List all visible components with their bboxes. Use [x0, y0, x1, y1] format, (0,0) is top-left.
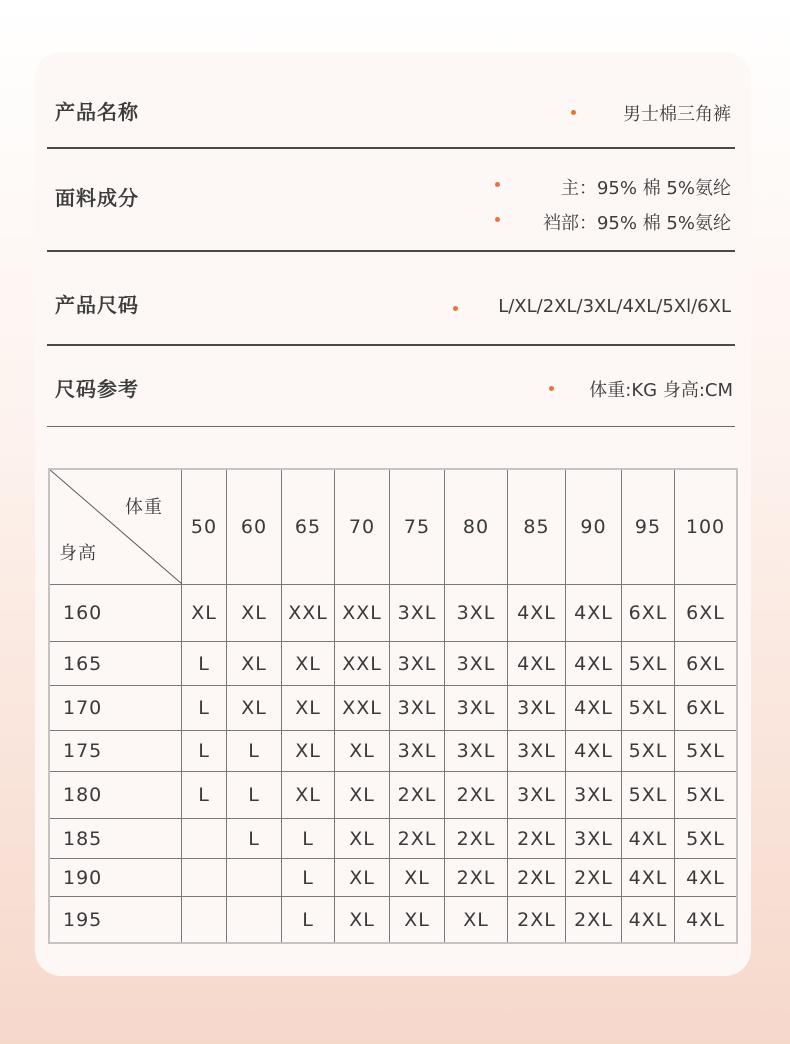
size-cell: 4XL: [675, 859, 737, 897]
size-cell: 6XL: [675, 585, 737, 642]
size-cell: 3XL: [390, 731, 445, 772]
product-name-value: 男士棉三角裤: [623, 104, 731, 125]
size-cell: 4XL: [622, 897, 675, 943]
weight-header: 75: [390, 469, 445, 585]
fabric-label: 面料成分: [55, 186, 139, 210]
size-cell: 4XL: [508, 585, 566, 642]
size-cell: 4XL: [622, 819, 675, 859]
size-cell: 4XL: [566, 585, 622, 642]
size-cell: L: [227, 731, 282, 772]
size-cell: 2XL: [445, 772, 508, 819]
size-cell: 3XL: [445, 585, 508, 642]
size-cell: XL: [335, 819, 390, 859]
size-cell: XL: [445, 897, 508, 943]
weight-header: 100: [675, 469, 737, 585]
weight-header: 80: [445, 469, 508, 585]
size-ref-label: 尺码参考: [55, 377, 139, 401]
size-cell: 2XL: [566, 897, 622, 943]
fabric-main: 主：95% 棉 5%氨纶: [560, 178, 731, 199]
size-cell: L: [227, 772, 282, 819]
corner-cell: [49, 469, 182, 585]
size-cell: XL: [227, 585, 282, 642]
size-cell: 4XL: [566, 731, 622, 772]
product-name-label: 产品名称: [55, 100, 139, 124]
size-cell: 2XL: [508, 897, 566, 943]
height-cell: 160: [49, 585, 182, 642]
table-header-row: [49, 469, 737, 585]
size-cell: 3XL: [445, 642, 508, 686]
height-cell: 165: [49, 642, 182, 686]
size-cell: L: [227, 819, 282, 859]
size-cell: 3XL: [390, 642, 445, 686]
size-cell: 3XL: [566, 819, 622, 859]
weight-header: 60: [227, 469, 282, 585]
size-cell: XL: [335, 772, 390, 819]
size-cell: 3XL: [508, 772, 566, 819]
size-cell: 2XL: [445, 819, 508, 859]
table-row: [49, 859, 737, 897]
size-cell: 5XL: [622, 772, 675, 819]
size-cell: 2XL: [508, 859, 566, 897]
size-cell: [227, 897, 282, 943]
size-cell: 4XL: [566, 642, 622, 686]
size-cell: [182, 859, 227, 897]
size-cell: 3XL: [508, 686, 566, 731]
size-cell: XL: [227, 642, 282, 686]
table-row: [49, 731, 737, 772]
divider: [47, 147, 735, 149]
size-cell: 4XL: [622, 859, 675, 897]
size-cell: XL: [282, 642, 335, 686]
height-cell: 180: [49, 772, 182, 819]
size-cell: XXL: [335, 585, 390, 642]
divider: [47, 344, 735, 346]
size-cell: L: [282, 819, 335, 859]
size-cell: XL: [182, 585, 227, 642]
bullet-icon: [453, 306, 458, 311]
size-cell: L: [182, 731, 227, 772]
weight-header: 85: [508, 469, 566, 585]
divider: [47, 426, 735, 427]
sizes-label: 产品尺码: [55, 293, 139, 317]
size-cell: L: [182, 686, 227, 731]
size-cell: 3XL: [566, 772, 622, 819]
size-cell: XL: [335, 859, 390, 897]
diagonal-divider: [49, 469, 182, 584]
weight-axis-label: 体重: [125, 497, 163, 518]
size-cell: XL: [390, 859, 445, 897]
size-cell: XL: [282, 731, 335, 772]
size-cell: 2XL: [390, 819, 445, 859]
size-cell: XL: [227, 686, 282, 731]
size-cell: XL: [335, 731, 390, 772]
size-cell: 3XL: [390, 585, 445, 642]
height-axis-label: 身高: [59, 543, 97, 564]
weight-header: 90: [566, 469, 622, 585]
size-ref-units: 体重:KG 身高:CM: [589, 380, 733, 401]
size-cell: 5XL: [675, 731, 737, 772]
size-cell: 3XL: [445, 686, 508, 731]
table-row: [49, 642, 737, 686]
size-cell: 2XL: [445, 859, 508, 897]
bullet-icon: [571, 110, 576, 115]
size-cell: [227, 859, 282, 897]
bullet-icon: [549, 386, 554, 391]
size-cell: 6XL: [622, 585, 675, 642]
weight-header: 95: [622, 469, 675, 585]
size-cell: 2XL: [508, 819, 566, 859]
size-cell: 4XL: [675, 897, 737, 943]
height-cell: 195: [49, 897, 182, 943]
size-cell: 3XL: [390, 686, 445, 731]
product-info-card: [35, 52, 751, 976]
size-cell: XL: [390, 897, 445, 943]
table-row: [49, 897, 737, 943]
size-cell: XXL: [335, 642, 390, 686]
size-cell: 6XL: [675, 642, 737, 686]
weight-header: 70: [335, 469, 390, 585]
size-cell: L: [282, 897, 335, 943]
size-cell: XL: [282, 772, 335, 819]
size-cell: 5XL: [675, 772, 737, 819]
size-cell: 5XL: [622, 731, 675, 772]
size-cell: XXL: [282, 585, 335, 642]
table-row: [49, 819, 737, 859]
height-cell: 175: [49, 731, 182, 772]
table-row: [49, 686, 737, 731]
size-cell: XL: [282, 686, 335, 731]
table-row: [49, 585, 737, 642]
size-cell: 5XL: [622, 686, 675, 731]
size-chart-table: [48, 468, 737, 943]
height-cell: 185: [49, 819, 182, 859]
divider: [47, 250, 735, 252]
weight-header: 50: [182, 469, 227, 585]
size-cell: [182, 897, 227, 943]
size-cell: 6XL: [675, 686, 737, 731]
bullet-icon: [495, 217, 500, 222]
size-cell: 4XL: [566, 686, 622, 731]
sizes-value: L/XL/2XL/3XL/4XL/5Xl/6XL: [498, 296, 731, 317]
size-cell: XL: [335, 897, 390, 943]
size-cell: XXL: [335, 686, 390, 731]
size-cell: L: [182, 642, 227, 686]
size-cell: 4XL: [508, 642, 566, 686]
table-row: [49, 772, 737, 819]
fabric-crotch: 裆部：95% 棉 5%氨纶: [542, 213, 731, 234]
height-cell: 190: [49, 859, 182, 897]
size-cell: 5XL: [675, 819, 737, 859]
height-cell: 170: [49, 686, 182, 731]
bullet-icon: [495, 182, 500, 187]
size-cell: [182, 819, 227, 859]
size-cell: 5XL: [622, 642, 675, 686]
size-cell: 3XL: [508, 731, 566, 772]
weight-header: 65: [282, 469, 335, 585]
size-cell: 2XL: [566, 859, 622, 897]
size-cell: L: [182, 772, 227, 819]
size-cell: L: [282, 859, 335, 897]
size-cell: 3XL: [445, 731, 508, 772]
size-cell: 2XL: [390, 772, 445, 819]
